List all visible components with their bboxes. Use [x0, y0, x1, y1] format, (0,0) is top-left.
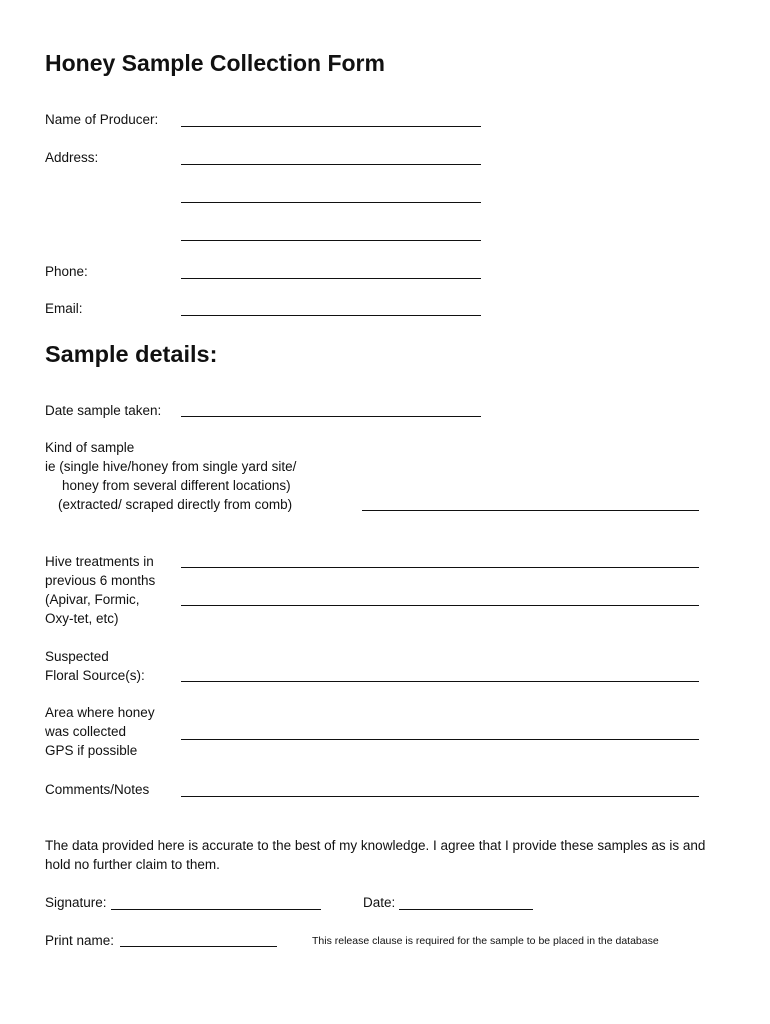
kind-of-sample-hint-3: (extracted/ scraped directly from comb) — [58, 497, 293, 512]
kind-of-sample-hint-1: ie (single hive/honey from single yard site/ — [45, 459, 297, 474]
date-sample-taken-field[interactable] — [181, 416, 481, 417]
hive-treatments-label-3: (Apivar, Formic, — [45, 592, 140, 607]
print-name-field[interactable] — [120, 946, 277, 947]
phone-label: Phone: — [45, 264, 88, 279]
area-collected-label-2: was collected — [45, 724, 127, 739]
release-clause-note: This release clause is required for the sample to be placed in the database — [312, 935, 659, 947]
address-field-line-2[interactable] — [181, 202, 481, 203]
signature-field[interactable] — [111, 909, 321, 910]
form-title: Honey Sample Collection Form — [45, 50, 385, 76]
date-label: Date: — [363, 895, 396, 910]
floral-source-label-1: Suspected — [45, 649, 109, 664]
email-label: Email: — [45, 301, 83, 316]
area-collected-label-1: Area where honey — [45, 705, 155, 720]
address-field-line-1[interactable] — [181, 164, 481, 165]
date-field[interactable] — [399, 909, 533, 910]
hive-treatments-label-4: Oxy-tet, etc) — [45, 611, 119, 626]
area-collected-label-3: GPS if possible — [45, 743, 138, 758]
hive-treatments-field-line-2[interactable] — [181, 605, 699, 606]
hive-treatments-field-line-1[interactable] — [181, 567, 699, 568]
print-name-label: Print name: — [45, 933, 115, 948]
phone-field[interactable] — [181, 278, 481, 279]
signature-label: Signature: — [45, 895, 107, 910]
address-label: Address: — [45, 150, 99, 165]
kind-of-sample-label: Kind of sample — [45, 440, 135, 455]
area-collected-field[interactable] — [181, 739, 699, 740]
comments-notes-label: Comments/Notes — [45, 782, 150, 797]
hive-treatments-label-1: Hive treatments in — [45, 554, 154, 569]
floral-source-label-2: Floral Source(s): — [45, 668, 145, 683]
date-sample-taken-label: Date sample taken: — [45, 403, 162, 418]
sample-details-heading: Sample details: — [45, 341, 218, 367]
comments-notes-field[interactable] — [181, 796, 699, 797]
name-of-producer-label: Name of Producer: — [45, 112, 159, 127]
email-field[interactable] — [181, 315, 481, 316]
hive-treatments-label-2: previous 6 months — [45, 573, 156, 588]
name-of-producer-field[interactable] — [181, 126, 481, 127]
declaration-line-1: The data provided here is accurate to the best of my knowledge. I agree that I provide these samples as is and — [45, 838, 706, 853]
floral-source-field[interactable] — [181, 681, 699, 682]
kind-of-sample-field[interactable] — [362, 510, 699, 511]
address-field-line-3[interactable] — [181, 240, 481, 241]
declaration-line-2: hold no further claim to them. — [45, 857, 220, 872]
kind-of-sample-hint-2: honey from several different locations) — [62, 478, 291, 493]
